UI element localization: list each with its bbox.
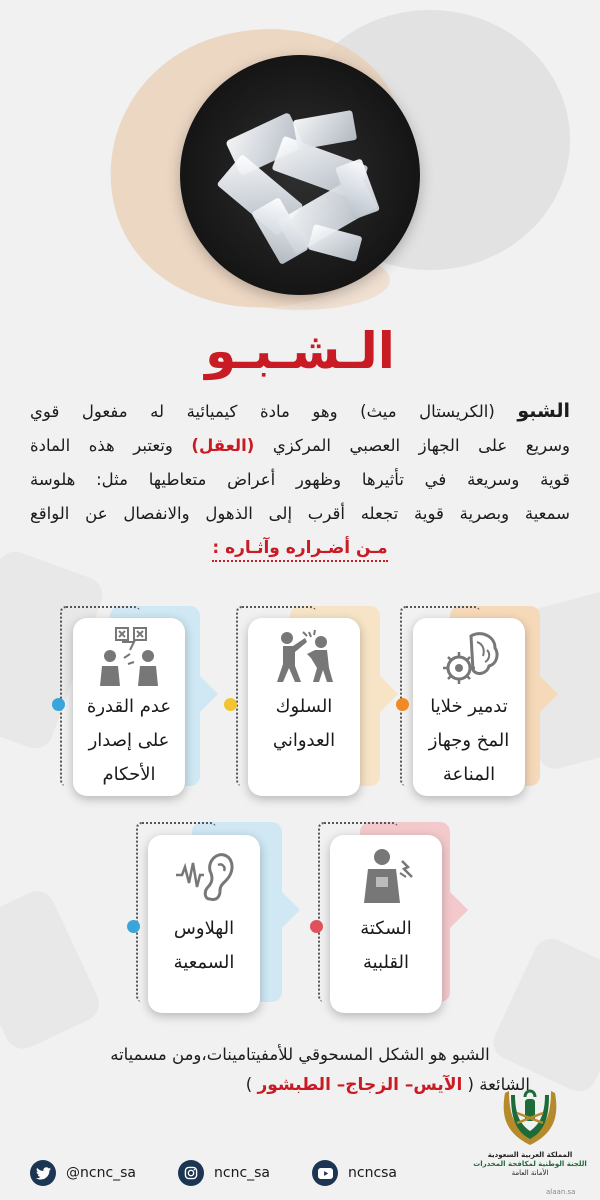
effect-card-judgment-label [73, 690, 185, 792]
effect-label-line: المخ وجهاز [428, 730, 510, 751]
street-names: الآيس– الزجاج– الطبشور [257, 1075, 463, 1095]
effect-label-line: على إصدار [88, 730, 170, 751]
bottom-note-text: الشائعة ( [462, 1075, 530, 1094]
effect-label-line: العدواني [272, 730, 336, 751]
effect-card-brain-label [413, 690, 525, 792]
confused-people-icon [73, 626, 185, 692]
twitter-icon [30, 1160, 56, 1186]
description-line [30, 429, 570, 463]
instagram-handle: ncnc_sa [214, 1165, 271, 1181]
effect-label-line: تدمير خلايا [430, 696, 508, 717]
effects-heading-text: مـن أضـراره وآثـاره : [212, 538, 387, 562]
accent-dot [127, 920, 140, 933]
heart-attack-icon [330, 847, 442, 909]
twitter-link[interactable] [30, 1160, 136, 1186]
effect-card-hallucinations-label [148, 912, 260, 980]
effect-label-line: الأحكام [102, 764, 156, 785]
watermark: alaan.sa [546, 1188, 576, 1196]
highlight-text: (العقل) [191, 436, 255, 455]
card-arrow [450, 892, 468, 928]
page-title: الـشـبـو [205, 322, 395, 380]
card-arrow [380, 676, 398, 712]
instagram-link[interactable] [178, 1160, 270, 1186]
effect-label-line: الهلاوس [173, 918, 235, 939]
logo-text: اللجنة الوطنية لمكافحة المخدرات [473, 1160, 587, 1168]
description-line [30, 394, 570, 429]
effect-label-line: السكتة [360, 918, 412, 939]
bottom-note-text: ) [245, 1075, 258, 1094]
accent-dot [310, 920, 323, 933]
description-text: وتعتبر هذه المادة [30, 436, 192, 455]
accent-dot [224, 698, 237, 711]
twitter-handle: @ncnc_sa [66, 1165, 137, 1181]
youtube-link[interactable] [312, 1160, 397, 1186]
social-footer [0, 1152, 600, 1200]
fighting-icon [248, 628, 360, 688]
description-text: (الكريستال ميث) وهو مادة كيميائية له مفعول قوي [30, 402, 518, 421]
effect-label-line: السلوك [275, 696, 333, 717]
effects-heading [0, 538, 600, 562]
effect-card-heart-label [330, 912, 442, 980]
youtube-icon [312, 1160, 338, 1186]
saudi-emblem-icon [495, 1085, 565, 1147]
accent-dot [52, 698, 65, 711]
background-shape [0, 885, 105, 1054]
instagram-icon [178, 1160, 204, 1186]
description-line: قوية وسريعة في تأثيرها وظهور أعراض متعاطيها مثل: هلوسة [30, 470, 570, 489]
bottom-note-line: الشبو هو الشكل المسحوقي للأمفيتامينات،ومن مسمياته [110, 1045, 490, 1064]
effect-label-line: عدم القدرة [86, 696, 172, 717]
description-text: وسريع على الجهاز العصبي المركزي [254, 436, 570, 455]
logo-text: الأمانة العامة [511, 1169, 549, 1177]
logo-text: المملكة العربية السعودية [487, 1151, 573, 1159]
effect-label-line: السمعية [173, 952, 235, 973]
effect-label-line: المناعة [442, 764, 496, 785]
ear-sound-icon [148, 847, 260, 909]
description [30, 394, 570, 531]
youtube-handle: ncncsa [348, 1165, 398, 1181]
drug-name: الشبو [517, 400, 570, 422]
card-arrow [540, 676, 558, 712]
card-arrow [282, 892, 300, 928]
brain-virus-icon [413, 628, 525, 692]
card-arrow [200, 676, 218, 712]
description-line: سمعية وبصرية قوية تجعله أقرب إلى الذهول والانفصال عن الواقع [30, 504, 570, 523]
effect-card-aggression-label [248, 690, 360, 758]
crystal-meth-photo [180, 55, 420, 295]
effect-label-line: القلبية [362, 952, 410, 973]
